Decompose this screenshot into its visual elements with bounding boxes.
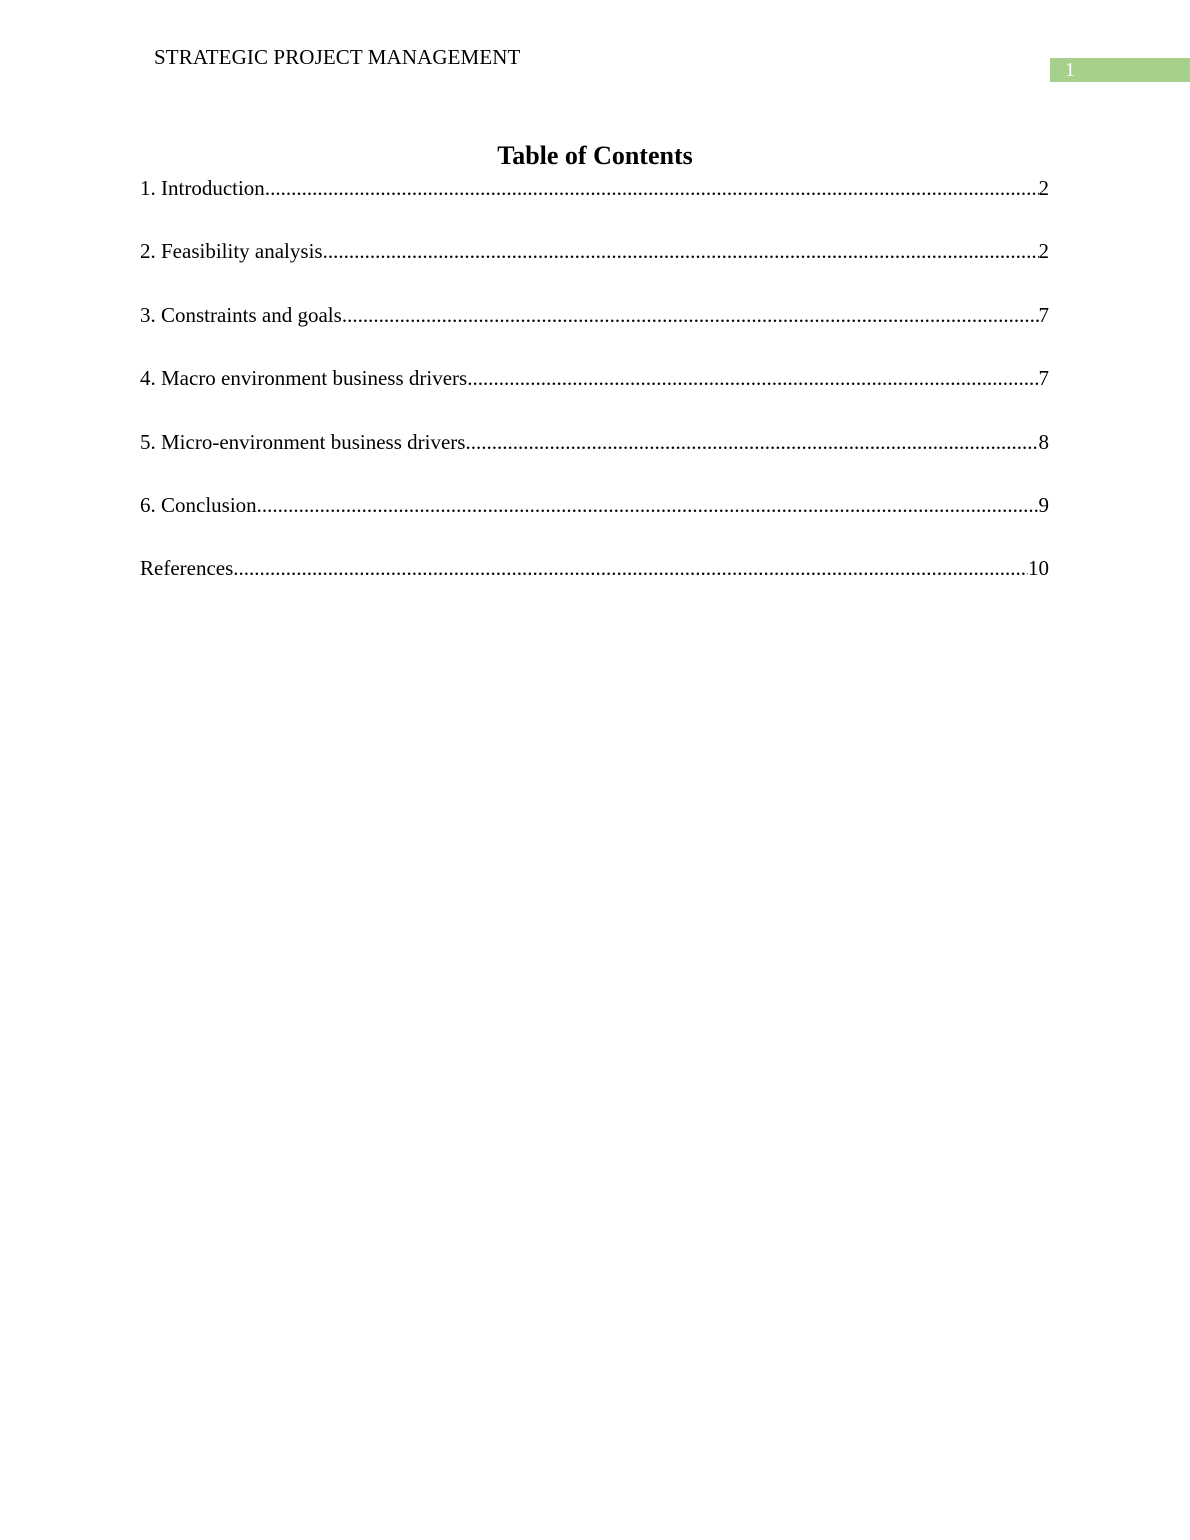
toc-entry-feasibility-analysis[interactable] [140,237,1049,265]
toc-dot-leader [467,364,1038,392]
toc-dot-leader [265,174,1039,202]
toc-dot-leader [465,428,1038,456]
toc-entry-micro-environment[interactable] [140,428,1049,456]
toc-entry-references[interactable] [140,554,1049,582]
toc-dot-leader [342,301,1039,329]
toc-entry-label: 2. Feasibility analysis [140,239,323,263]
toc-entry-label: 6. Conclusion [140,493,257,517]
toc-entry-page: 2 [1038,239,1049,263]
toc-entry-introduction[interactable] [140,174,1049,202]
toc-entry-page: 10 [1028,556,1049,580]
toc-entry-label: 4. Macro environment business drivers [140,366,468,390]
running-header-title: STRATEGIC PROJECT MANAGEMENT [154,45,521,69]
toc-entry-label: 1. Introduction [140,176,265,200]
toc-dot-leader [257,491,1039,519]
toc-dot-leader [323,237,1039,265]
toc-entry-page: 7 [1038,366,1049,390]
toc-entry-page: 7 [1038,303,1049,327]
toc-dot-leader [233,554,1028,582]
toc-entry-constraints-and-goals[interactable] [140,301,1049,329]
toc-entry-label: 3. Constraints and goals [140,303,342,327]
page-number: 1 [1065,59,1075,81]
toc-entry-page: 2 [1038,176,1049,200]
toc-entry-macro-environment[interactable] [140,364,1049,392]
toc-heading: Table of Contents [497,141,693,170]
toc-entry-label: 5. Micro-environment business drivers [140,430,466,454]
toc-entry-label: References [140,556,234,580]
toc-entry-conclusion[interactable] [140,491,1049,519]
page-number-badge [1050,58,1190,82]
toc-entry-page: 8 [1038,430,1049,454]
toc-entry-page: 9 [1038,493,1049,517]
